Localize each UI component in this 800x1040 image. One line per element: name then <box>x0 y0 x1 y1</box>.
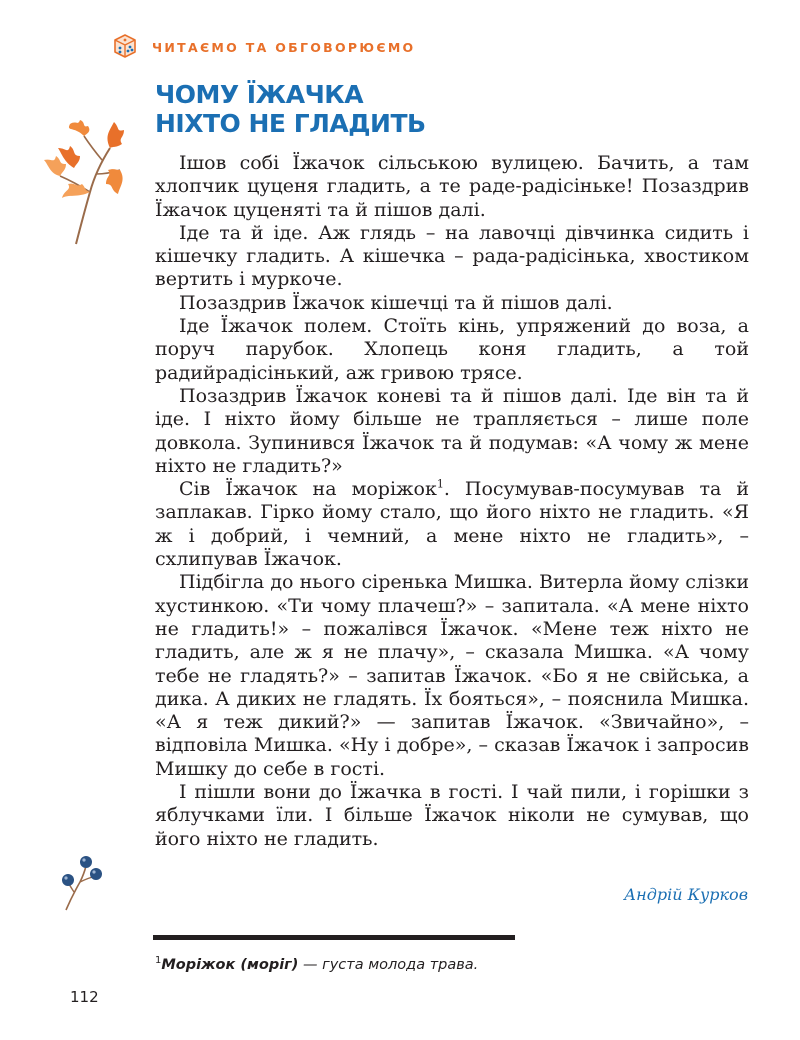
title-line-2: НІХТО НЕ ГЛАДИТЬ <box>155 109 426 138</box>
story-text <box>155 152 749 851</box>
footnote-reference: 1 <box>436 477 444 491</box>
blueberries-icon <box>56 852 106 912</box>
section-label: ЧИТАЄМО ТА ОБГОВОРЮЄМО <box>152 40 416 55</box>
story-paragraph-5: Позаздрив Їжачок коневі та й пішов далі. Іде він та й іде. І ніхто йому більше не трапляється – лише поле довкола. Зупинився Їжачок та й подумав: «А чому ж мене ніхто не гладить?» <box>155 384 749 477</box>
footnote-divider <box>153 935 515 940</box>
page-title <box>155 80 426 138</box>
story-paragraph-7: Підбігла до нього сіренька Мишка. Витерла йому слізки хустинкою. «Ти чому плачеш?» – запитала. «А мене ніхто не гладить!» – пожалівся Їжачок. «Мене теж ніхто не гладить, але ж я не плачу», – сказала Мишка. «А чому тебе не гладять?» – запитав Їжачок. «Бо я не свійська, а дика. А диких не гладять. Їх бояться», – пояснила Мишка. «А я теж дикий?» — запитав Їжачок. «Звичайно», – відповіла Мишка. «Ну і добре», – сказав Їжачок і запросив Мишку до себе в гості. <box>155 571 749 780</box>
dice-book-icon <box>112 33 138 59</box>
footnote <box>155 955 478 973</box>
author-name: Андрій Курков <box>624 885 748 904</box>
story-paragraph-2: Іде та й іде. Аж глядь – на лавочці дівчинка сидить і кішечку гладить. А кішечка – рада-радісінька, хвостиком вертить і муркоче. <box>155 221 749 291</box>
story-paragraph-4: Іде Їжачок полем. Стоїть кінь, упряжений до воза, а поруч парубок. Хлопець коня гладить, а той радийрадісінький, аж гривою трясе. <box>155 315 749 384</box>
story-paragraph-6 <box>155 478 749 571</box>
story-paragraph-1: Ішов собі Їжачок сільською вулицею. Бачить, а там хлопчик цуценя гладить, а те раде-радісіньке! Позаздрив Їжачок цуценяті та й пішов далі. <box>155 152 749 221</box>
story-paragraph-6-start: Сів Їжачок на моріжок <box>179 478 437 501</box>
title-line-1: ЧОМУ ЇЖАЧКА <box>155 80 364 109</box>
story-paragraph-8: І пішли вони до Їжачка в гості. І чай пили, і горішки з яблучками їли. І більше Їжачок ніколи не сумував, що його ніхто не гладить. <box>155 781 749 850</box>
page-number: 112 <box>70 988 99 1006</box>
story-paragraph-3: Позаздрив Їжачок кішечці та й пішов далі. <box>179 291 613 314</box>
footnote-marker: 1 <box>155 955 162 966</box>
footnote-term: Моріжок (моріг) <box>161 956 299 973</box>
story-paragraph-6-rest: . Посумував-посумував та й заплакав. Гірко йому стало, що його ніхто не гладить. «Я ж і добрий, і чемний, а мене ніхто не гладить», – схлипував Їжачок. <box>155 478 749 571</box>
autumn-leaves-icon <box>44 118 128 246</box>
footnote-definition: — густа молода трава. <box>298 956 479 973</box>
